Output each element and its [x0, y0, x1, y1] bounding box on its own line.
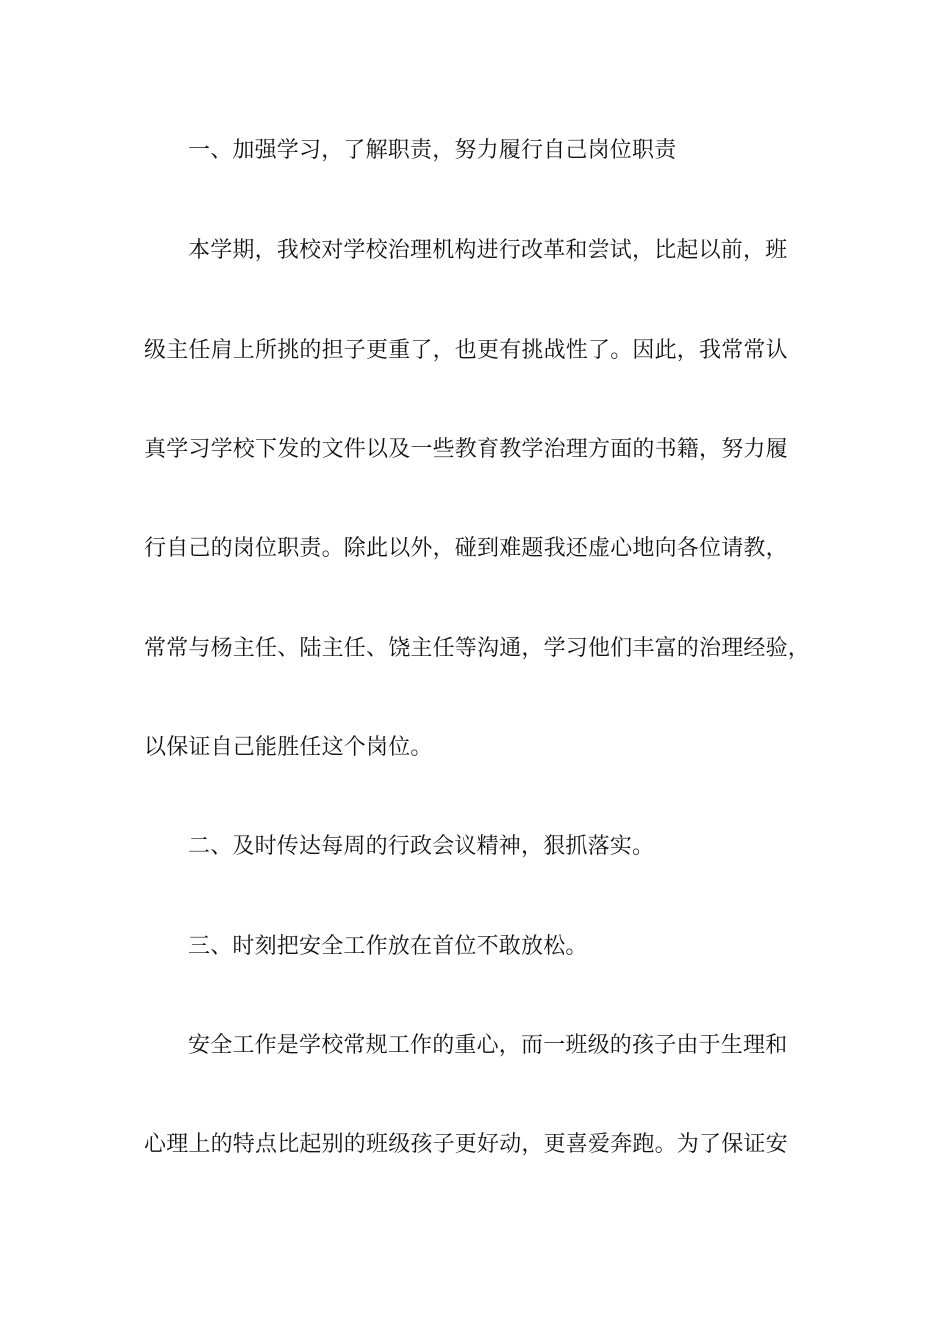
paragraph-line: 心理上的特点比起别的班级孩子更好动，更喜爱奔跑。为了保证安 — [144, 1132, 788, 1157]
paragraph-line: 行自己的岗位职责。除此以外，碰到难题我还虚心地向各位请教， — [144, 536, 788, 561]
paragraph-line: 以保证自己能胜任这个岗位。 — [144, 735, 433, 760]
paragraph-line: 本学期，我校对学校治理机构进行改革和尝试，比起以前，班 — [188, 238, 788, 263]
section-heading-3: 三、时刻把安全工作放在首位不敢放松。 — [188, 934, 588, 959]
section-heading-1: 一、加强学习，了解职责，努力履行自己岗位职责 — [188, 138, 677, 163]
paragraph-line: 安全工作是学校常规工作的重心，而一班级的孩子由于生理和 — [188, 1033, 788, 1058]
section-heading-2: 二、及时传达每周的行政会议精神，狠抓落实。 — [188, 834, 655, 859]
paragraph-line: 级主任肩上所挑的担子更重了，也更有挑战性了。因此，我常常认 — [144, 338, 788, 363]
paragraph-line: 常常与杨主任、陆主任、饶主任等沟通，学习他们丰富的治理经验， — [144, 636, 811, 661]
paragraph-line: 真学习学校下发的文件以及一些教育教学治理方面的书籍，努力履 — [144, 437, 788, 462]
